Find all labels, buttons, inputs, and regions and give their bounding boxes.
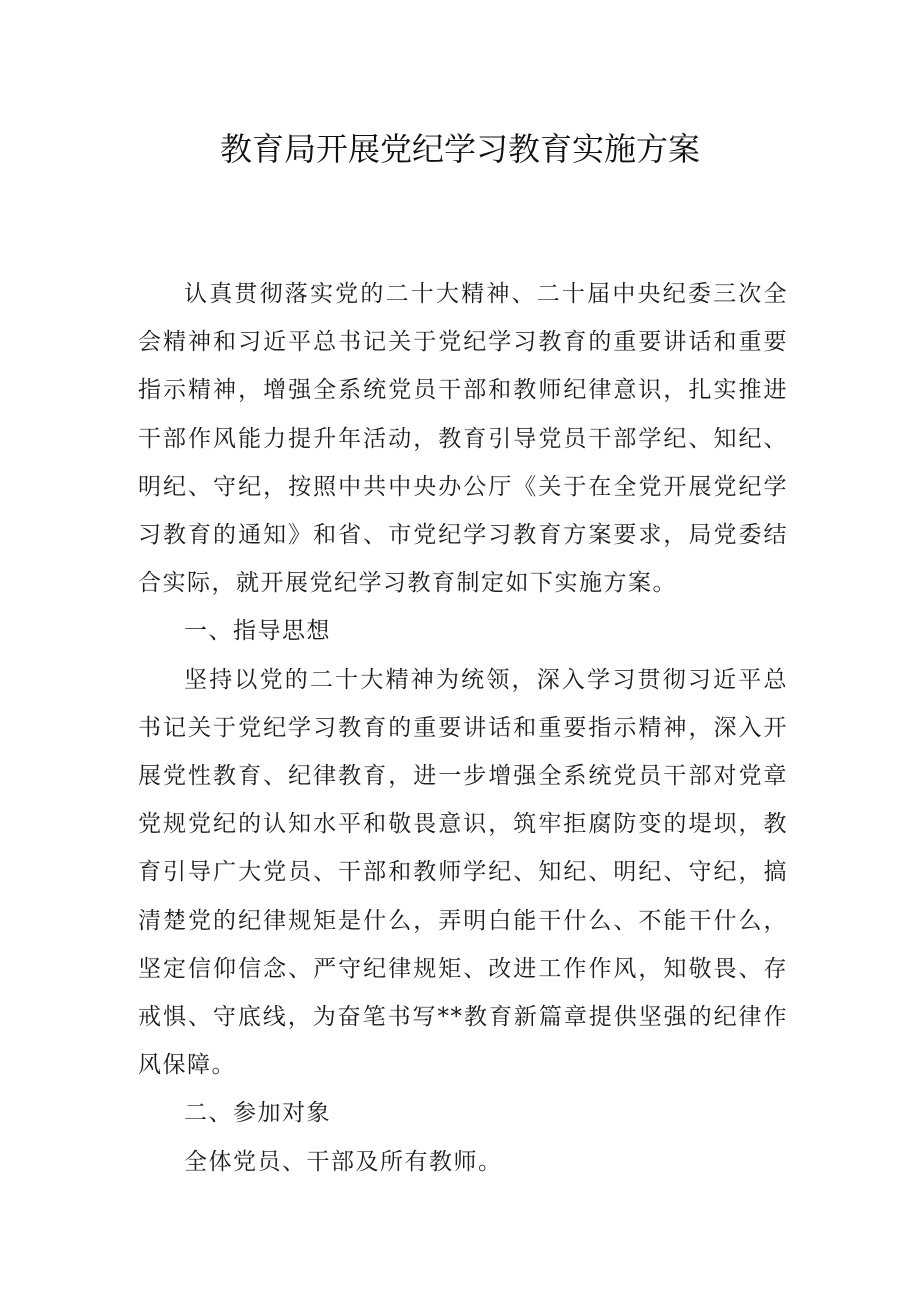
section-body-guiding-thought: 坚持以党的二十大精神为统领，深入学习贯彻习近平总书记关于党纪学习教育的重要讲话和重要指示精神，深入开展党性教育、纪律教育，进一步增强全系统党员干部对党章党规党纪的认知水平和敬畏意识，筑牢拒腐防变的堤坝，教育引导广大党员、干部和教师学纪、知纪、明纪、守纪，搞清楚党的纪律规矩是什么，弄明白能干什么、不能干什么，坚定信仰信念、严守纪律规矩、改进工作作风，知敬畏、存戒惧、守底线，为奋笔书写**教育新篇章提供坚强的纪律作风保障。 xyxy=(138,666,788,1079)
section-heading-guiding-thought: 一、指导思想 xyxy=(184,618,331,645)
section-heading-participants: 二、参加对象 xyxy=(184,1100,331,1127)
document-title: 教育局开展党纪学习教育实施方案 xyxy=(219,130,700,168)
section-body-participants: 全体党员、干部及所有教师。 xyxy=(184,1148,503,1175)
intro-paragraph: 认真贯彻落实党的二十大精神、二十届中央纪委三次全会精神和习近平总书记关于党纪学习教育的重要讲话和重要指示精神，增强全系统党员干部和教师纪律意识，扎实推进干部作风能力提升年活动，教育引导党员干部学纪、知纪、明纪、守纪，按照中共中央办公厅《关于在全党开展党纪学习教育的通知》和省、市党纪学习教育方案要求，局党委结合实际，就开展党纪学习教育制定如下实施方案。 xyxy=(138,281,788,597)
document-body xyxy=(138,270,788,1186)
